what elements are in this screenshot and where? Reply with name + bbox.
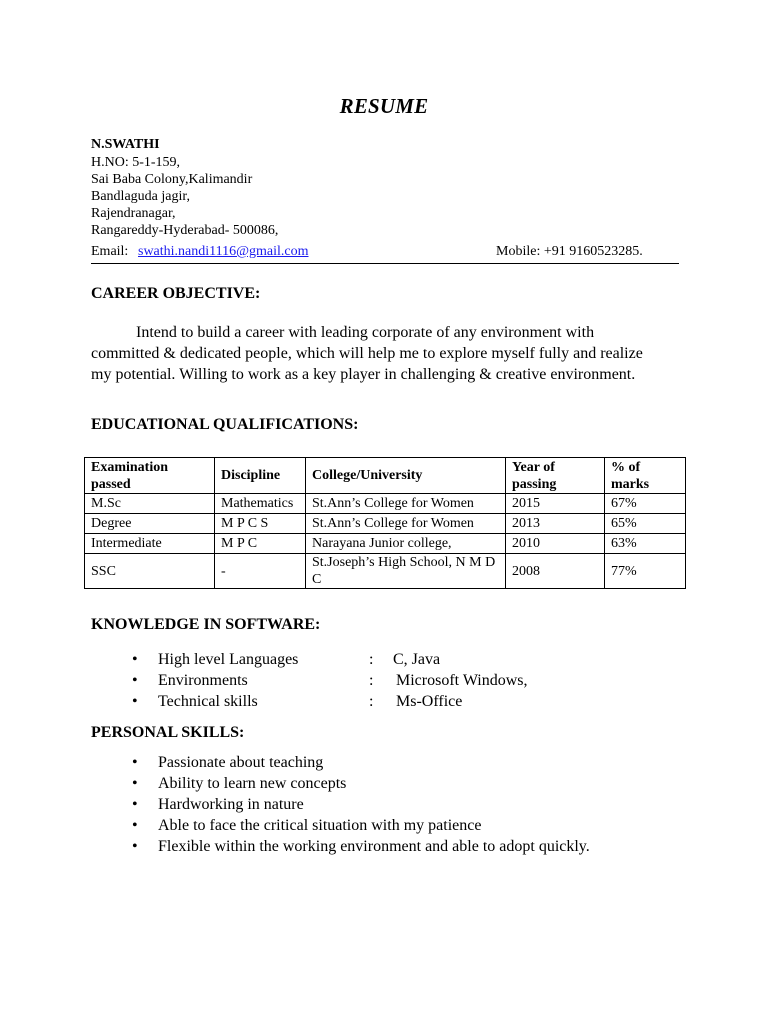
email-label: Email:	[91, 244, 129, 259]
career-objective-text: Intend to build a career with leading corporate of any environment with committed & dedicated people, which will help me to explore myself fully and realize my potential. Willing to work as a key player in challenging & creative environment.	[91, 324, 643, 383]
table-row	[85, 534, 686, 554]
column-header: College/University	[306, 458, 506, 494]
column-header: Examination passed	[85, 458, 215, 494]
list-item	[132, 773, 590, 794]
skill-text: Passionate about teaching	[158, 754, 324, 771]
table-cell: 2015	[506, 494, 605, 514]
table-cell: 2013	[506, 514, 605, 534]
table-cell: 2008	[506, 554, 605, 589]
bullet-icon: •	[132, 838, 138, 855]
table-row	[85, 554, 686, 589]
software-list	[132, 649, 528, 712]
table-cell: Degree	[85, 514, 215, 534]
table-cell: St.Ann’s College for Women	[306, 494, 506, 514]
table-cell: 77%	[605, 554, 686, 589]
email-link[interactable]: swathi.nandi1116@gmail.com	[138, 244, 309, 259]
skill-text: Flexible within the working environment and able to adopt quickly.	[158, 838, 590, 855]
list-item	[132, 649, 441, 670]
list-item	[132, 794, 590, 815]
skill-text: Ability to learn new concepts	[158, 775, 347, 792]
table-cell: M P C S	[215, 514, 306, 534]
table-cell: M.Sc	[85, 494, 215, 514]
table-row	[85, 494, 686, 514]
software-label: Environments	[158, 672, 248, 689]
bullet-icon: •	[132, 651, 138, 668]
table-cell: Intermediate	[85, 534, 215, 554]
list-item	[132, 670, 528, 691]
software-label: High level Languages	[158, 651, 299, 668]
separator-colon: :	[369, 651, 374, 668]
bullet-icon: •	[132, 796, 138, 813]
table-header-row	[85, 458, 686, 494]
list-item	[132, 691, 463, 712]
table-cell: SSC	[85, 554, 215, 589]
table-cell: Mathematics	[215, 494, 306, 514]
personal-skills-list	[132, 752, 590, 857]
candidate-name: N.SWATHI	[91, 137, 160, 152]
table-cell: Narayana Junior college,	[306, 534, 506, 554]
skill-text: Hardworking in nature	[158, 796, 304, 813]
personal-skills-heading: PERSONAL SKILLS:	[91, 724, 245, 741]
mobile-number: Mobile: +91 9160523285.	[496, 244, 643, 259]
bullet-icon: •	[132, 775, 138, 792]
separator-colon: :	[369, 693, 374, 710]
address-line: Sai Baba Colony,Kalimandir	[91, 172, 253, 187]
software-value: C, Java	[393, 651, 441, 668]
bullet-icon: •	[132, 672, 138, 689]
list-item	[132, 815, 590, 836]
address-line: Rangareddy-Hyderabad- 500086,	[91, 223, 279, 238]
education-heading: EDUCATIONAL QUALIFICATIONS:	[91, 416, 359, 433]
software-value: Microsoft Windows,	[396, 672, 528, 689]
skill-text: Able to face the critical situation with my patience	[158, 817, 482, 834]
software-label: Technical skills	[158, 693, 258, 710]
software-heading: KNOWLEDGE IN SOFTWARE:	[91, 616, 321, 633]
contact-row	[91, 244, 679, 264]
table-cell: 67%	[605, 494, 686, 514]
column-header: % of marks	[605, 458, 686, 494]
software-value: Ms-Office	[396, 693, 463, 710]
table-cell: M P C	[215, 534, 306, 554]
address-line: Bandlaguda jagir,	[91, 189, 190, 204]
column-header: Discipline	[215, 458, 306, 494]
table-cell: 2010	[506, 534, 605, 554]
list-item	[132, 752, 590, 773]
career-objective-heading: CAREER OBJECTIVE:	[91, 285, 261, 302]
page-title: RESUME	[339, 94, 429, 118]
table-cell: -	[215, 554, 306, 589]
bullet-icon: •	[132, 817, 138, 834]
table-cell: 65%	[605, 514, 686, 534]
column-header: Year of passing	[506, 458, 605, 494]
bullet-icon: •	[132, 754, 138, 771]
table-cell: St.Joseph’s High School, N M D C	[306, 554, 506, 589]
bullet-icon: •	[132, 693, 138, 710]
address-block	[91, 154, 278, 239]
list-item	[132, 836, 590, 857]
address-line: Rajendranagar,	[91, 206, 176, 221]
education-table	[84, 457, 686, 589]
address-line: H.NO: 5-1-159,	[91, 155, 181, 170]
table-cell: St.Ann’s College for Women	[306, 514, 506, 534]
table-cell: 63%	[605, 534, 686, 554]
table-row	[85, 514, 686, 534]
separator-colon: :	[369, 672, 374, 689]
